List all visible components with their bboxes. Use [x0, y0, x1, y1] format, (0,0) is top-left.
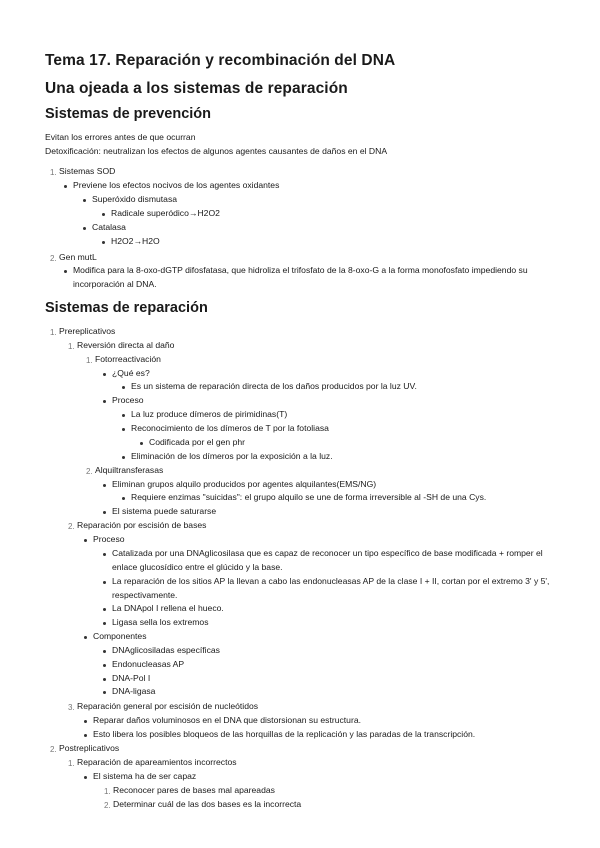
list-item-mutl: Gen mutL — [59, 252, 97, 262]
bullet-dot — [83, 227, 86, 230]
list-item: Reconocimiento de los dímeros de T por la fotoliasa — [131, 423, 329, 433]
intro-line-1: Evitan los errores antes de que ocurran — [45, 132, 196, 142]
list-item: Reversión directa al daño — [77, 340, 175, 350]
bullet-dot — [103, 608, 106, 611]
bullet-dot — [122, 456, 125, 459]
list-item: Esto libera los posibles bloqueos de las horquillas de la replicación y las paradas de la transcripción. — [93, 729, 476, 739]
list-item: Radicale superódico→H2O2 — [111, 208, 220, 218]
page-title: Tema 17. Reparación y recombinación del DNA — [45, 52, 396, 69]
section-heading-prevencion: Sistemas de prevención — [45, 106, 212, 122]
bullet-dot — [103, 581, 106, 584]
list-item: El sistema puede saturarse — [112, 506, 217, 516]
list-item: La reparación de los sitios AP la llevan a cabo las endonucleasas AP de la clase I + II, cortan por el extremo 3' y 5', respectivamente. — [112, 576, 550, 600]
list-marker: 3. — [68, 703, 75, 712]
list-item: ¿Qué es? — [112, 368, 150, 378]
list-item: Es un sistema de reparación directa de los daños producidos por la luz UV. — [131, 381, 417, 391]
intro-line-2: Detoxificación: neutralizan los efectos de algunos agentes causantes de daños en el DNA — [45, 146, 388, 156]
bullet-dot — [103, 678, 106, 681]
bullet-dot — [102, 241, 105, 244]
list-item: Determinar cuál de las dos bases es la incorrecta — [113, 799, 302, 809]
list-marker: 1. — [68, 342, 75, 351]
bullet-dot — [103, 650, 106, 653]
list-item: Reparar daños voluminosos en el DNA que distorsionan su estructura. — [93, 715, 361, 725]
bullet-dot — [84, 720, 87, 723]
list-item: Catalizada por una DNAglicosilasa que es capaz de reconocer un tipo específico de base modificada + romper el enlace glucosídico entre el glúcido y la base. — [112, 548, 543, 572]
bullet-dot — [84, 636, 87, 639]
bullet-dot — [83, 199, 86, 202]
bullet-dot — [103, 553, 106, 556]
bullet-dot — [64, 185, 67, 188]
list-item: Codificada por el gen phr — [149, 437, 246, 447]
list-item: Eliminan grupos alquilo producidos por agentes alquilantes(EMS/NG) — [112, 479, 377, 489]
list-marker: 1. — [68, 759, 75, 768]
list-item: Componentes — [93, 631, 147, 641]
list-item: Postreplicativos — [59, 743, 120, 753]
list-item: Reparación de apareamientos incorrectos — [77, 757, 237, 767]
page-subtitle: Una ojeada a los sistemas de reparación — [45, 80, 348, 97]
bullet-dot — [84, 734, 87, 737]
bullet-dot — [122, 414, 125, 417]
list-item: El sistema ha de ser capaz — [93, 771, 197, 781]
list-item: La DNApol I rellena el hueco. — [112, 603, 224, 613]
list-item: Reparación por escisión de bases — [77, 520, 207, 530]
list-item: Ligasa sella los extremos — [112, 617, 209, 627]
list-item: Reconocer pares de bases mal apareadas — [113, 785, 275, 795]
bullet-dot — [103, 664, 106, 667]
list-item: Reparación general por escisión de nucleótidos — [77, 701, 259, 711]
list-item: Catalasa — [92, 222, 126, 232]
bullet-dot — [122, 497, 125, 500]
list-item: DNAglicosiladas específicas — [112, 645, 220, 655]
list-marker: 2. — [68, 522, 75, 531]
list-item-sod: Sistemas SOD — [59, 166, 116, 176]
list-item: Alquiltransferasas — [95, 465, 164, 475]
list-marker: 2. — [50, 254, 57, 263]
list-item: DNA-ligasa — [112, 686, 156, 696]
list-item: Prereplicativos — [59, 326, 116, 336]
list-marker: 1. — [104, 787, 111, 796]
bullet-dot — [103, 484, 106, 487]
list-item: Proceso — [112, 395, 144, 405]
bullet-dot — [102, 213, 105, 216]
list-item: DNA-Pol I — [112, 673, 151, 683]
list-item: Proceso — [93, 534, 125, 544]
bullet-dot — [140, 442, 143, 445]
list-item: Previene los efectos nocivos de los agentes oxidantes — [73, 180, 280, 190]
list-item: La luz produce dímeros de pirimidinas(T) — [131, 409, 288, 419]
bullet-dot — [122, 428, 125, 431]
bullet-dot — [103, 691, 106, 694]
list-item: Endonucleasas AP — [112, 659, 185, 669]
list-marker: 2. — [104, 801, 111, 810]
bullet-dot — [103, 622, 106, 625]
list-marker: 2. — [50, 745, 57, 754]
bullet-dot — [64, 270, 67, 273]
list-item: Modifica para la 8-oxo-dGTP difosfatasa, que hidroliza el trifosfato de la 8-oxo-G a la forma monofosfato impediendo su incorporación al DNA. — [73, 265, 528, 289]
list-marker: 1. — [50, 168, 57, 177]
list-marker: 2. — [86, 467, 93, 476]
bullet-dot — [84, 539, 87, 542]
bullet-dot — [84, 776, 87, 779]
list-item: H2O2→H2O — [111, 236, 160, 246]
list-item: Superóxido dismutasa — [92, 194, 178, 204]
bullet-dot — [122, 386, 125, 389]
list-marker: 1. — [86, 356, 93, 365]
list-item: Eliminación de los dímeros por la exposición a la luz. — [131, 451, 333, 461]
bullet-dot — [103, 511, 106, 514]
bullet-dot — [103, 373, 106, 376]
bullet-dot — [103, 400, 106, 403]
list-item: Fotorreactivación — [95, 354, 161, 364]
list-marker: 1. — [50, 328, 57, 337]
list-item: Requiere enzimas "suicidas": el grupo alquilo se une de forma irreversible al -SH de una Cys. — [131, 492, 487, 502]
section-heading-reparacion: Sistemas de reparación — [45, 300, 208, 316]
